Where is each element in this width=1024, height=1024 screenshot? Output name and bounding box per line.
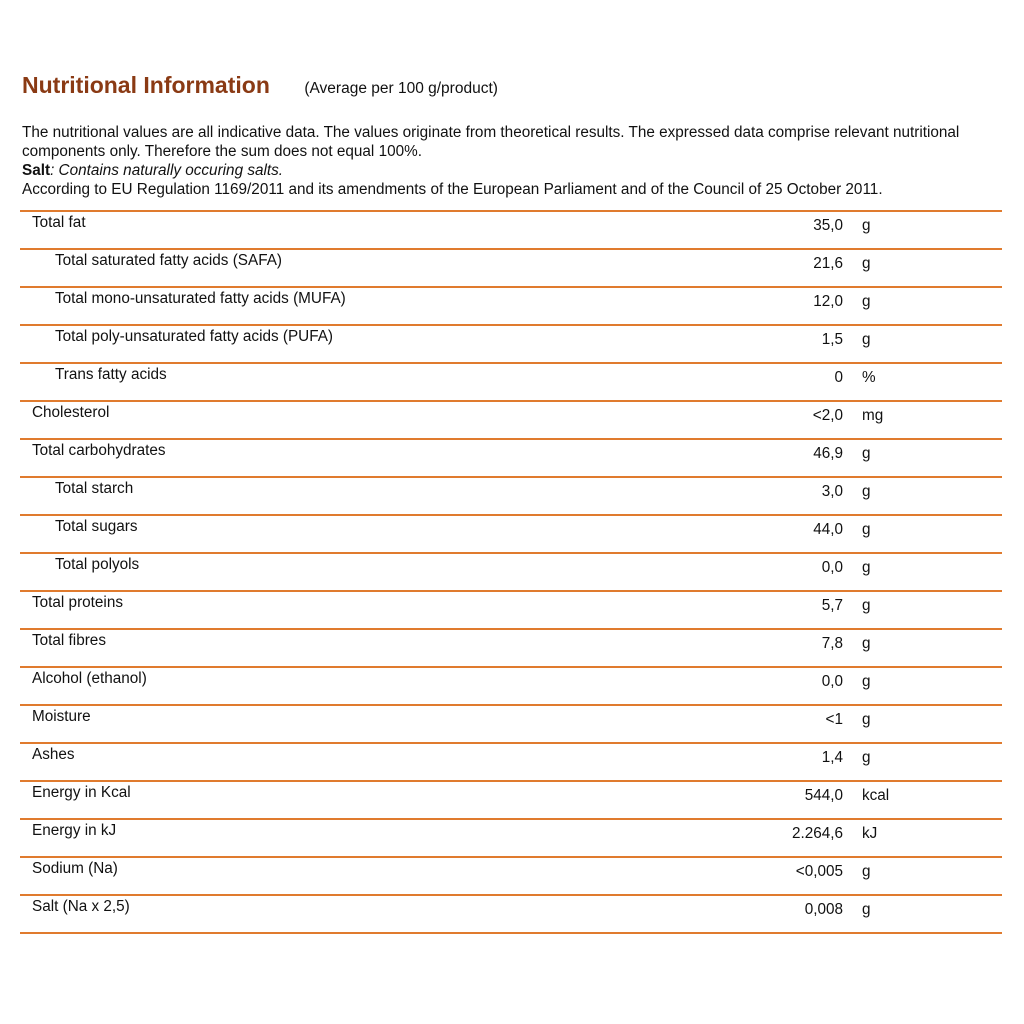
row-value: <0,005 (795, 863, 843, 880)
salt-note-text: : Contains naturally occuring salts. (50, 162, 284, 179)
regulation-text: According to EU Regulation 1169/2011 and its amendments of the European Parliament and of the Council of 25 October 2011. (22, 181, 883, 198)
row-label: Total sugars (55, 518, 138, 535)
table-row (20, 326, 1002, 364)
page-subtitle: (Average per 100 g/product) (304, 80, 498, 97)
row-value: 1,4 (821, 749, 843, 766)
table-row (20, 858, 1002, 896)
table-row (20, 668, 1002, 706)
row-value: 0,0 (821, 673, 843, 690)
row-value: 0,0 (821, 559, 843, 576)
row-label: Trans fatty acids (55, 366, 167, 383)
table-row (20, 820, 1002, 858)
table-row (20, 364, 1002, 402)
row-unit: g (862, 711, 871, 728)
table-row (20, 896, 1002, 934)
table-row (20, 478, 1002, 516)
table-row (20, 782, 1002, 820)
table-row (20, 212, 1002, 250)
row-unit: g (862, 673, 871, 690)
row-value: 544,0 (804, 787, 843, 804)
row-value: 12,0 (813, 293, 843, 310)
row-label: Salt (Na x 2,5) (32, 898, 130, 915)
row-label: Cholesterol (32, 404, 110, 421)
row-unit: g (862, 293, 871, 310)
row-unit: g (862, 863, 871, 880)
row-label: Total proteins (32, 594, 123, 611)
row-label: Total poly-unsaturated fatty acids (PUFA) (55, 328, 334, 345)
row-label: Total carbohydrates (32, 442, 166, 459)
row-label: Total fibres (32, 632, 106, 649)
row-unit: g (862, 255, 871, 272)
row-value: 2.264,6 (791, 825, 843, 842)
salt-term: Salt (22, 162, 51, 179)
table-row (20, 706, 1002, 744)
table-row (20, 440, 1002, 478)
row-unit: g (862, 559, 871, 576)
row-value: 44,0 (813, 521, 843, 538)
row-value: 21,6 (813, 255, 843, 272)
table-row (20, 250, 1002, 288)
row-label: Total polyols (55, 556, 140, 573)
row-label: Energy in kJ (32, 822, 117, 839)
row-value: 0,008 (804, 901, 843, 918)
row-unit: g (862, 749, 871, 766)
row-unit: mg (862, 407, 884, 424)
salt-note (22, 161, 1002, 180)
table-row (20, 744, 1002, 782)
row-value: 1,5 (821, 331, 843, 348)
row-unit: g (862, 635, 871, 652)
row-unit: g (862, 901, 871, 918)
table-row (20, 554, 1002, 592)
row-unit: g (862, 483, 871, 500)
row-value: <2,0 (812, 407, 843, 424)
row-value: 5,7 (821, 597, 843, 614)
row-label: Total mono-unsaturated fatty acids (MUFA) (55, 290, 346, 307)
row-unit: g (862, 597, 871, 614)
row-label: Ashes (32, 746, 75, 763)
disclaimer-text: The nutritional values are all indicative data. The values originate from theoretical results. The expressed data comprise relevant nutritional components only. Therefore the sum does not equal 100%. (22, 124, 960, 160)
row-label: Moisture (32, 708, 91, 725)
row-unit: g (862, 521, 871, 538)
row-value: 35,0 (813, 217, 843, 234)
row-value: 3,0 (821, 483, 843, 500)
table-row (20, 516, 1002, 554)
row-unit: g (862, 217, 871, 234)
row-unit: g (862, 331, 871, 348)
notes-block (22, 123, 1002, 199)
table-row (20, 288, 1002, 326)
row-value: 7,8 (821, 635, 843, 652)
row-label: Total saturated fatty acids (SAFA) (55, 252, 283, 269)
page-header (22, 72, 498, 99)
row-label: Alcohol (ethanol) (32, 670, 147, 687)
table-row (20, 592, 1002, 630)
row-value: <1 (825, 711, 843, 728)
row-unit: % (862, 369, 876, 386)
row-unit: g (862, 445, 871, 462)
row-label: Total starch (55, 480, 134, 497)
row-value: 46,9 (813, 445, 843, 462)
table-row (20, 630, 1002, 668)
table-row (20, 402, 1002, 440)
row-unit: kcal (862, 787, 890, 804)
row-label: Total fat (32, 214, 86, 231)
nutrition-table (20, 210, 1002, 934)
row-label: Sodium (Na) (32, 860, 118, 877)
row-value: 0 (834, 369, 843, 386)
row-label: Energy in Kcal (32, 784, 131, 801)
page-title: Nutritional Information (22, 72, 270, 98)
row-unit: kJ (862, 825, 878, 842)
